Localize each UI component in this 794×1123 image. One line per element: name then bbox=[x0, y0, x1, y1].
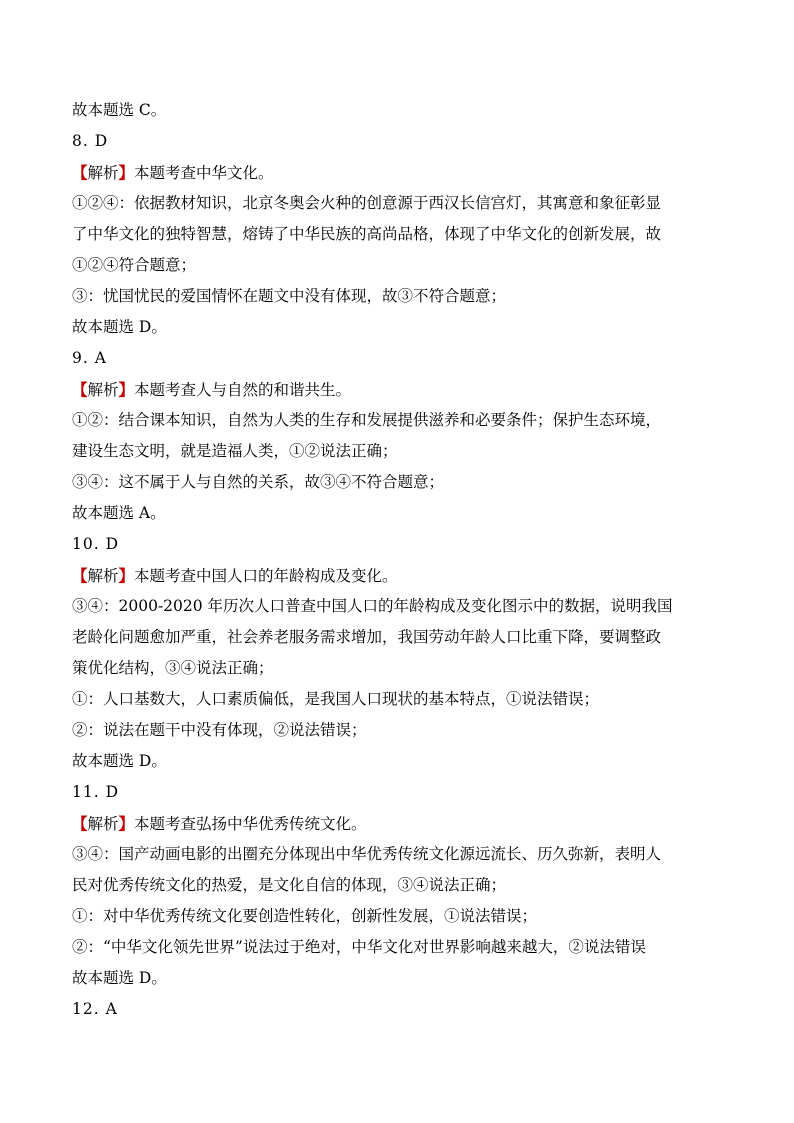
q9-line: ①②：结合课本知识，自然为人类的生存和发展提供滋养和必要条件；保护生态环境， bbox=[72, 411, 662, 429]
q10-line: ②：说法在题干中没有体现，②说法错误； bbox=[72, 721, 367, 739]
q9-line: ③④：这不属于人与自然的关系，故③④不符合题意； bbox=[72, 473, 445, 491]
q9-analysis-heading bbox=[72, 374, 722, 405]
q7-conclusion: 故本题选 C。 bbox=[72, 101, 167, 119]
q11-line: ①：对中华优秀传统文化要创造性转化，创新性发展，①说法错误； bbox=[72, 907, 538, 925]
q9-conclusion: 故本题选 A。 bbox=[72, 504, 166, 522]
q11-analysis-heading bbox=[72, 808, 722, 839]
analysis-label: 解析 bbox=[87, 567, 119, 585]
bracket-open: 【 bbox=[72, 814, 88, 833]
q10-line: 老龄化问题愈加严重，社会养老服务需求增加，我国劳动年龄人口比重下降，要调整政 bbox=[72, 628, 662, 646]
answer-explanations bbox=[72, 95, 722, 1025]
q11-line: ③④：国产动画电影的出圈充分体现出中华优秀传统文化源远流长、历久弥新，表明人 bbox=[72, 845, 662, 863]
q8-answer: 8. D bbox=[72, 132, 109, 150]
q11-answer: 11. D bbox=[72, 783, 120, 801]
analysis-intro: 本题考查中国人口的年龄构成及变化。 bbox=[134, 567, 398, 585]
analysis-intro: 本题考查人与自然的和谐共生。 bbox=[134, 381, 352, 399]
bracket-close: 】 bbox=[118, 163, 135, 182]
q9-line: 建设生态文明，就是造福人类，①②说法正确； bbox=[72, 442, 398, 460]
q11-conclusion: 故本题选 D。 bbox=[72, 969, 167, 987]
bracket-close: 】 bbox=[118, 814, 135, 833]
q10-line: ①：人口基数大，人口素质偏低，是我国人口现状的基本特点，①说法错误； bbox=[72, 690, 600, 708]
analysis-intro: 本题考查中华文化。 bbox=[134, 164, 274, 182]
bracket-open: 【 bbox=[72, 566, 88, 585]
q8-conclusion: 故本题选 D。 bbox=[72, 318, 167, 336]
q10-line: ③④：2000-2020 年历次人口普查中国人口的年龄构成及变化图示中的数据，说明我国 bbox=[72, 597, 673, 615]
q12-answer: 12. A bbox=[72, 1000, 118, 1018]
q10-line: 策优化结构，③④说法正确； bbox=[72, 659, 274, 677]
analysis-label: 解析 bbox=[87, 815, 119, 833]
q8-line: ③：忧国忧民的爱国情怀在题文中没有体现，故③不符合题意； bbox=[72, 287, 507, 305]
q10-conclusion: 故本题选 D。 bbox=[72, 752, 167, 770]
q10-analysis-heading bbox=[72, 560, 722, 591]
analysis-intro: 本题考查弘扬中华优秀传统文化。 bbox=[134, 815, 367, 833]
q11-line: 民对优秀传统文化的热爱，是文化自信的体现，③④说法正确； bbox=[72, 876, 507, 894]
analysis-label: 解析 bbox=[87, 381, 119, 399]
bracket-open: 【 bbox=[72, 380, 88, 399]
q8-analysis-heading bbox=[72, 157, 722, 188]
q9-answer: 9. A bbox=[72, 349, 107, 367]
q8-line: 了中华文化的独特智慧，熔铸了中华民族的高尚品格，体现了中华文化的创新发展，故 bbox=[72, 225, 662, 243]
q11-line: ②：“中华文化领先世界”说法过于绝对，中华文化对世界影响越来越大，②说法错误 bbox=[72, 938, 646, 956]
bracket-close: 】 bbox=[118, 566, 135, 585]
bracket-open: 【 bbox=[72, 163, 88, 182]
q10-answer: 10. D bbox=[72, 535, 120, 553]
q8-line: ①②④符合题意； bbox=[72, 256, 197, 274]
q8-line: ①②④：依据教材知识，北京冬奥会火种的创意源于西汉长信宫灯，其寓意和象征彰显 bbox=[72, 194, 662, 212]
analysis-label: 解析 bbox=[87, 164, 119, 182]
bracket-close: 】 bbox=[118, 380, 135, 399]
